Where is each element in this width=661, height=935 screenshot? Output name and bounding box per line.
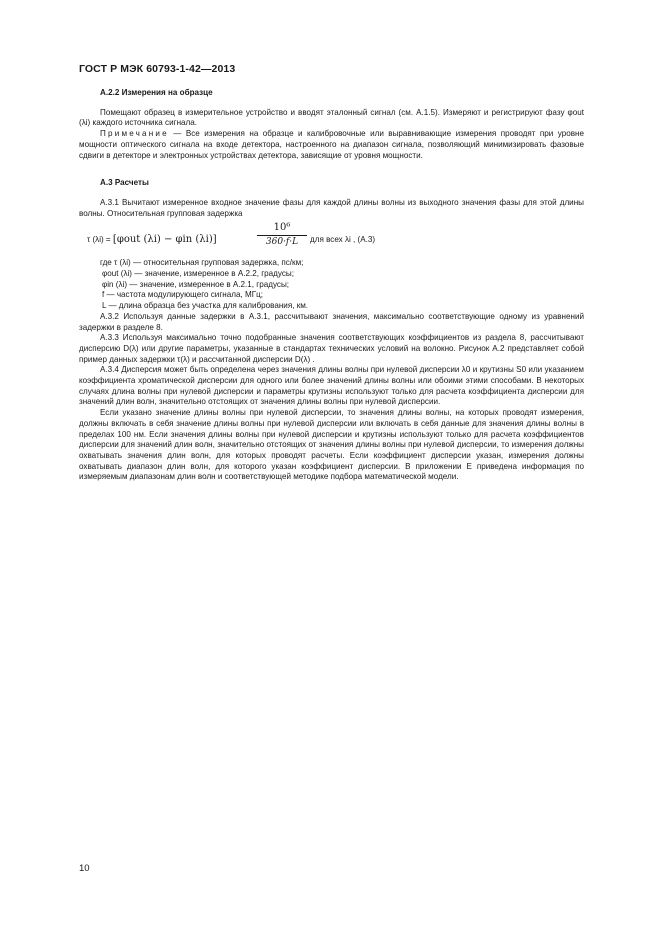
page-number: 10	[79, 863, 90, 874]
formula-bracket: [φout (λi) − φin (λi)]	[112, 234, 217, 246]
formula-rhs: для всех λi , (А.3)	[310, 235, 376, 245]
formula-denominator: 360·f·L	[265, 237, 299, 248]
formula-a3	[79, 223, 584, 256]
standard-header: ГОСТ Р МЭК 60793-1-42—2013	[79, 63, 236, 75]
section-heading-a3: А.3 Расчеты	[100, 178, 149, 188]
document-body	[79, 88, 584, 483]
paragraph-zero-dispersion: Если указано значение длины волны при нулевой дисперсии, то значения длины волны, на которых проводят измерения, должны включать в себя значение длины волны при нулевой дисперсии или включать в себя данные для значения длины волны в пределах 100 нм. Если значения длины волны при нулевой дисперсии и крутизны используют только для расчета коэффициентов дисперсии для значений длин волн, значительно отстоящих от значения длины волны при нулевой дисперсии, то измерения должны охватывать значения длин волн, для которых проводят расчеты. Если коэффициент дисперсии указан, измерения должны охватывать диапазон длин волн, для которого указан коэффициент дисперсии. В приложении Е приведена информация по измеряемым диапазонам длин волн и соответствующей методике подбора математической модели.	[79, 408, 584, 482]
paragraph-a34: А.3.4 Дисперсия может быть определена через значения длины волны при нулевой дисперсии λ0 и крутизны S0 или указанием коэффициента хроматической дисперсии для одного или более значений длины волны или обоими этими способами. В некоторых случаях длина волны при нулевой дисперсии и параметры крутизны используют только для расчета коэффициента дисперсии для значений длин волн, значительно отстоящих от значения длины волны при нулевой дисперсии.	[79, 365, 584, 407]
note-text: — Все измерения на образце и калибровочные или выравнивающие измерения проводят при уровне мощности оптического сигнала на входе детектора, настроенного на диапазон сигнала, позволяющий минимизировать фазовые сдвиги в детекторе и электронных устройствах детектора, зависящие от уровня мощности.	[79, 129, 584, 160]
definition-item: φin (λi) — значение, измеренное в А.2.1, градусы;	[102, 279, 290, 289]
formula-numerator: 10⁶	[257, 223, 307, 236]
paragraph-a32: А.3.2 Используя данные задержки в А.3.1, рассчитывают значения, максимально соответствующие одному из уравнений задержки в разделе 8.	[79, 311, 584, 332]
paragraph-a33: А.3.3 Используя максимально точно подобранные значения соответствующих коэффициентов из раздела 8, рассчитывают дисперсию D(λ) или другие параметры, указанные в стандартах технических условий на волокно. Рисунок А.2 представляет собой пример данных задержки τ(λ) и рассчитанной дисперсии D(λ) .	[79, 333, 584, 364]
paragraph-a31: А.3.1 Вычитают измеренное входное значение фазы для каждой длины волны из выходного значения фазы для этой длины волны. Относительная групповая задержка	[79, 197, 584, 218]
definition-item: f — частота модулирующего сигнала, МГц;	[102, 290, 263, 300]
definition-item: φout (λi) — значение, измеренное в А.2.2, градусы;	[102, 269, 294, 279]
paragraph-a22-measure: Помещают образец в измерительное устройство и вводят эталонный сигнал (см. А.1.5). Измеряют и регистрируют фазу φout (λi) каждого источника сигнала.	[79, 107, 584, 128]
definition-item: L — длина образца без участка для калибрования, км.	[102, 301, 309, 311]
definition-item: где τ (λi) — относительная групповая задержка, пс/км;	[100, 258, 304, 268]
formula-lhs: τ (λi) =	[87, 235, 111, 245]
note-paragraph	[79, 129, 584, 161]
note-label: Примечание	[100, 129, 169, 139]
formula-fraction	[257, 223, 307, 247]
definition-list	[100, 258, 584, 312]
section-heading-a22: А.2.2 Измерения на образце	[100, 88, 213, 97]
